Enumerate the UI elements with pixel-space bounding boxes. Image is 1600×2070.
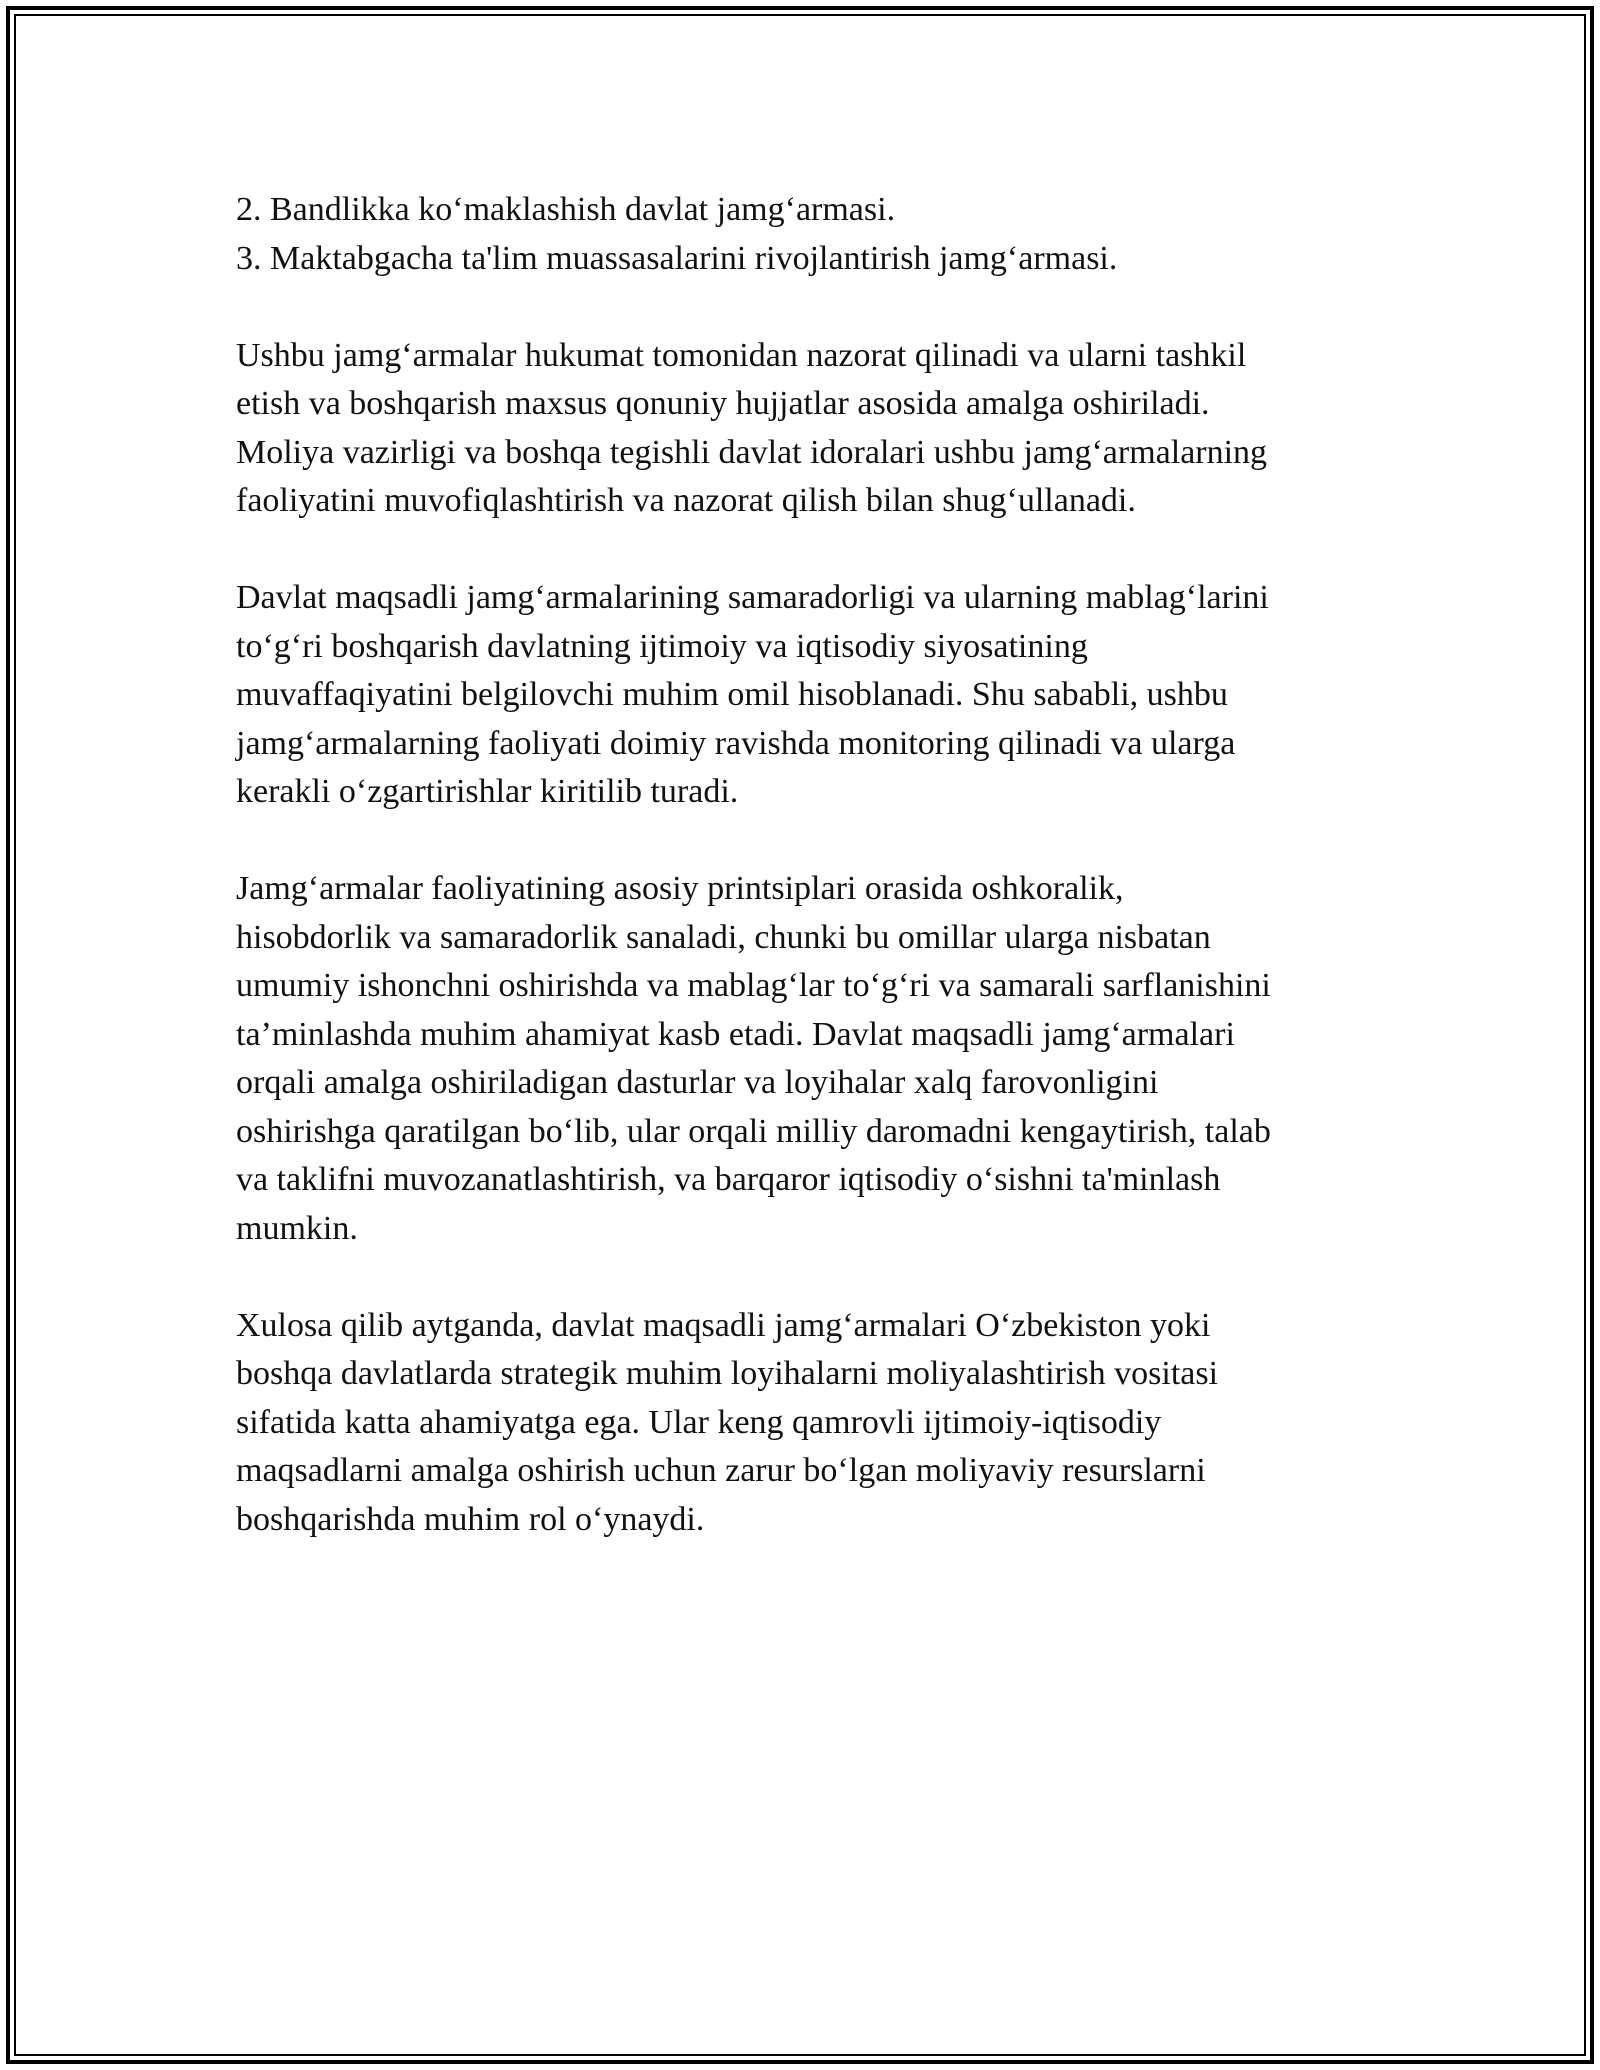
paragraph-line: Davlat maqsadli jamg‘armalarining samaradorligi va ularning mablag‘larini (236, 579, 1269, 616)
paragraph-line: jamg‘armalarning faoliyati doimiy ravishda monitoring qilinadi va ularga (236, 724, 1236, 762)
paragraph-line: mumkin. (236, 1209, 358, 1247)
paragraph-line: Jamg‘armalar faoliyatining asosiy printsiplari orasida oshkoralik, (236, 870, 1124, 907)
paragraph-line: hisobdorlik va samaradorlik sanaladi, chunki bu omillar ularga nisbatan (236, 918, 1211, 956)
paragraph-line: oshirishga qaratilgan bo‘lib, ular orqali milliy daromadni kengaytirish, talab (236, 1112, 1271, 1150)
paragraph-line: boshqa davlatlarda strategik muhim loyihalarni moliyalashtirish vositasi (236, 1355, 1219, 1392)
paragraph-line: umumiy ishonchni oshirishda va mablag‘lar to‘g‘ri va samarali sarflanishini (236, 967, 1271, 1004)
paragraph (236, 865, 1366, 1253)
paragraph-line: Xulosa qilib aytganda, davlat maqsadli jamg‘armalari O‘zbekiston yoki (236, 1306, 1211, 1344)
paragraph (236, 574, 1366, 817)
paragraph-line: to‘g‘ri boshqarish davlatning ijtimoiy va iqtisodiy siyosatining (236, 627, 1088, 665)
paragraph (236, 332, 1366, 526)
paragraph-line: ta’minlashda muhim ahamiyat kasb etadi. Davlat maqsadli jamg‘armalari (236, 1015, 1235, 1053)
paragraph-line: sifatida katta ahamiyatga ega. Ular keng qamrovli ijtimoiy-iqtisodiy (236, 1403, 1162, 1441)
list-item: 3. Maktabgacha ta'lim muassasalarini rivojlantirish jamg‘armasi. (236, 239, 1118, 277)
paragraph-line: Moliya vazirligi va boshqa tegishli davlat idoralari ushbu jamg‘armalarning (236, 433, 1268, 471)
paragraph-line: maqsadlarni amalga oshirish uchun zarur bo‘lgan moliyaviy resurslarni (236, 1452, 1206, 1489)
paragraph-line: faoliyatini muvofiqlashtirish va nazorat qilish bilan shug‘ullanadi. (236, 482, 1136, 519)
paragraph-line: orqali amalga oshiriladigan dasturlar va loyihalar xalq farovonligini (236, 1064, 1159, 1101)
paragraph-line: va taklifni muvozanatlashtirish, va barqaror iqtisodiy o‘sishni ta'minlash (236, 1161, 1221, 1198)
paragraph-line: boshqarishda muhim rol o‘ynaydi. (236, 1500, 705, 1538)
paragraph-line: Ushbu jamg‘armalar hukumat tomonidan nazorat qilinadi va ularni tashkil (236, 336, 1247, 374)
paragraph-line: kerakli o‘zgartirishlar kiritilib turadi. (236, 773, 739, 810)
document-body (236, 186, 1366, 1544)
paragraph-line: muvaffaqiyatini belgilovchi muhim omil hisoblanadi. Shu sababli, ushbu (236, 676, 1228, 713)
list-item: 2. Bandlikka ko‘maklashish davlat jamg‘armasi. (236, 191, 896, 228)
paragraph (236, 1302, 1366, 1545)
paragraph-line: etish va boshqarish maxsus qonuniy hujjatlar asosida amalga oshiriladi. (236, 385, 1210, 422)
